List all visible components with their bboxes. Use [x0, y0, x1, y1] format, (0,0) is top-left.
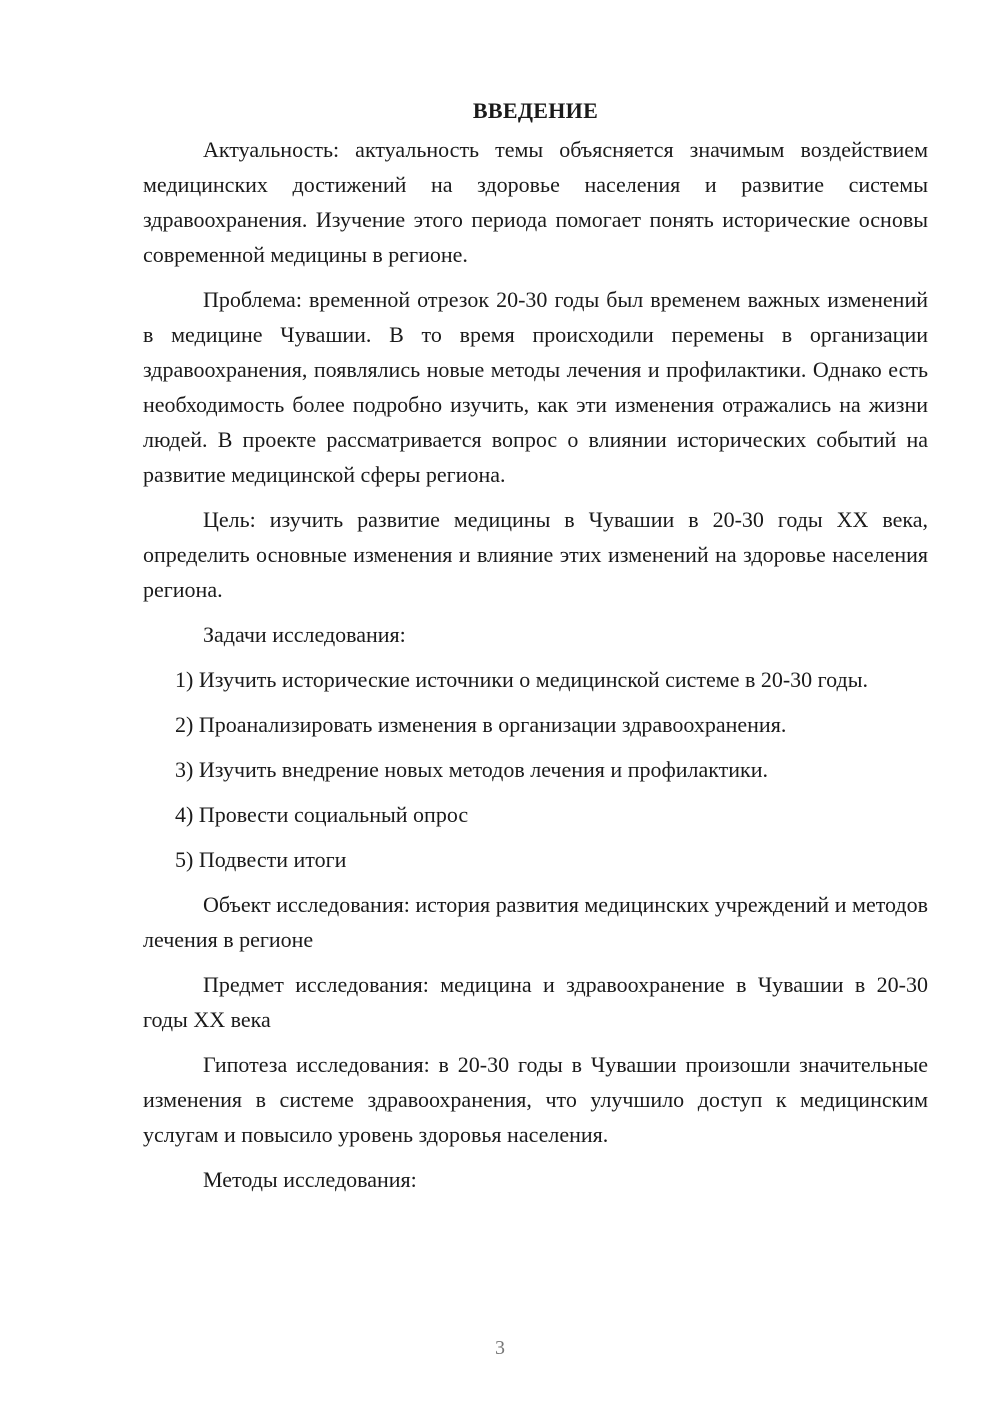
task-item-3: 3) Изучить внедрение новых методов лечения и профилактики. [175, 757, 768, 782]
page-content [143, 96, 928, 1207]
paragraph-object: Объект исследования: история развития медицинских учреждений и методов лечения в регионе [143, 892, 928, 952]
task-item-5: 5) Подвести итоги [175, 847, 347, 872]
task-item-4: 4) Провести социальный опрос [175, 802, 469, 827]
tasks-heading: Задачи исследования: [203, 622, 406, 647]
task-item-2: 2) Проанализировать изменения в организации здравоохранения. [175, 712, 787, 737]
methods-heading: Методы исследования: [203, 1167, 417, 1192]
paragraph-relevance: Актуальность: актуальность темы объясняется значимым воздействием медицинских достижений на здоровье населения и развитие системы здравоохранения. Изучение этого периода помогает понять исторические основы современной медицины в регионе. [143, 137, 928, 267]
paragraph-problem: Проблема: временной отрезок 20-30 годы был временем важных изменений в медицине Чувашии. В то время происходили перемены в организации здравоохранения, появлялись новые методы лечения и профилактики. Однако есть необходимость более подробно изучить, как эти изменения отражались на жизни людей. В проекте рассматривается вопрос о влиянии исторических событий на развитие медицинской сферы региона. [143, 287, 928, 487]
paragraph-hypothesis: Гипотеза исследования: в 20-30 годы в Чувашии произошли значительные изменения в системе здравоохранения, что улучшило доступ к медицинским услугам и повысило уровень здоровья населения. [143, 1052, 928, 1147]
section-heading: ВВЕДЕНИЕ [472, 98, 599, 123]
page-number: 3 [495, 1337, 505, 1359]
paragraph-goal: Цель: изучить развитие медицины в Чувашии в 20-30 годы XX века, определить основные изменения и влияние этих изменений на здоровье населения региона. [143, 507, 928, 602]
task-item-1: 1) Изучить исторические источники о медицинской системе в 20-30 годы. [175, 667, 868, 692]
paragraph-subject: Предмет исследования: медицина и здравоохранение в Чувашии в 20-30 годы XX века [143, 972, 928, 1032]
